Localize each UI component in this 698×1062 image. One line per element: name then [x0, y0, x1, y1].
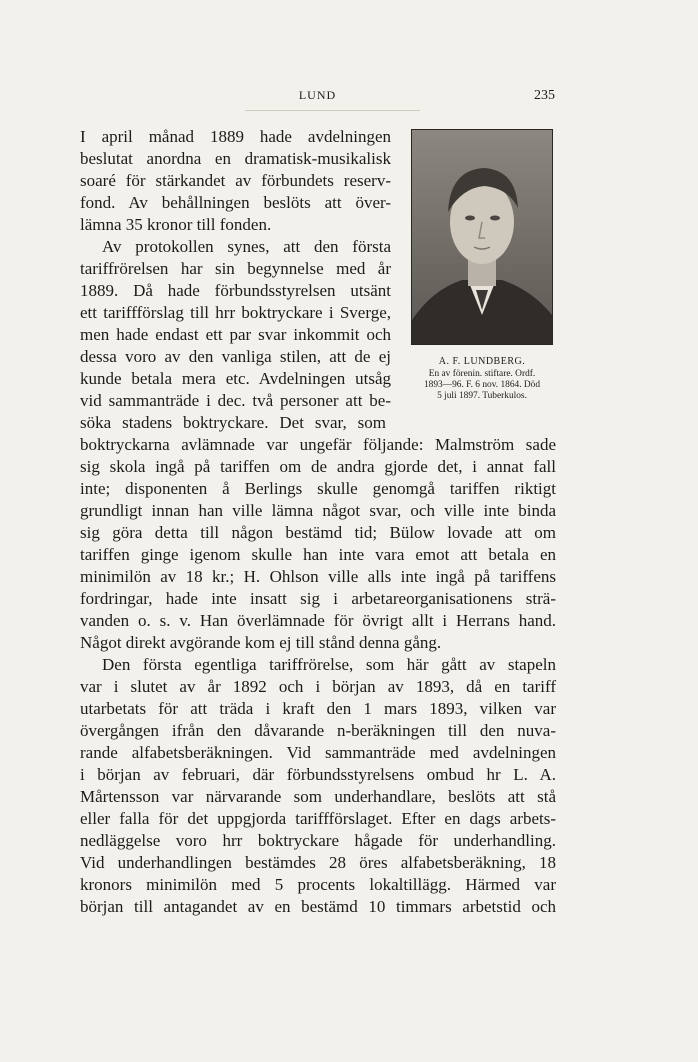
text-line: fond. Av behållningen beslöts att över- — [80, 193, 391, 212]
text-line: nedläggelse voro hrr boktryckare hågade för underhandling. — [80, 831, 556, 850]
text-line: inte; disponenten å Berlings skulle genomgå tariffen riktigt — [80, 479, 556, 498]
text-line: Mårtensson var närvarande som underhandlare, beslöts att stå — [80, 787, 556, 806]
text-line: i början av februari, där förbundsstyrelsens ombud hr L. A. — [80, 765, 556, 784]
text-line: grundligt innan han ville lämna något svar, och ville inte binda — [80, 501, 556, 520]
page-number: 235 — [534, 88, 555, 103]
text-line: beslutat anordna en dramatisk-musikalisk — [80, 149, 391, 168]
text-line: utarbetats för att träda i kraft den 1 mars 1893, vilken var — [80, 699, 556, 718]
text-line: minimilön av 18 kr.; H. Ohlson ville alls inte ingå på tariffens — [80, 567, 556, 586]
text-line: Av protokollen synes, att den första — [102, 237, 391, 256]
text-line: vanden o. s. v. Han överlämnade för övrigt allt i Herrans hand. — [80, 611, 556, 630]
text-line: eller falla för det uppgjorda tariffförslaget. Efter en dags arbets- — [80, 809, 556, 828]
text-line: 1889. Då hade förbundsstyrelsen utsänt — [80, 281, 391, 300]
text-line: ett tariffförslag till hrr boktryckare i Sverge, — [80, 303, 391, 322]
caption-line: 1893—96. F. 6 nov. 1864. Död — [423, 380, 541, 390]
text-line: sig skola ingå på tariffen om de andra gjorde det, i annat fall — [80, 457, 556, 476]
text-line: kunde betala mera etc. Avdelningen utsåg — [80, 369, 391, 388]
text-line: sig göra detta till någon bestämd tid; Bülow lovade att om — [80, 523, 556, 542]
text-line: lämna 35 kronor till fonden. — [80, 215, 272, 234]
caption-line: 5 juli 1897. Tuberkulos. — [437, 391, 527, 401]
text-line: boktryckarna avlämnade var ungefär följande: Malmström sade — [80, 435, 556, 454]
running-title: LUND — [298, 88, 337, 102]
text-line: dessa voro av den vanliga stilen, att de ej — [80, 347, 391, 366]
text-line: Något direkt avgörande kom ej till stånd denna gång. — [80, 633, 442, 652]
text-line: tariffen ginge igenom skulle han inte vara emot att betala en — [80, 545, 556, 564]
caption-line: En av förenin. stiftare. Ordf. — [428, 369, 536, 379]
text-line: övergången ifrån den dåvarande n-beräkningen till den nuva- — [80, 721, 556, 740]
text-line: fordringar, hade inte insatt sig i arbetareorganisationens strä- — [80, 589, 556, 608]
text-line: I april månad 1889 hade avdelningen — [80, 127, 391, 146]
header-rule — [245, 110, 420, 111]
text-line: söka stadens boktryckare. Det svar, som — [80, 413, 386, 432]
page-header — [80, 88, 555, 108]
text-line: soaré för stärkandet av förbundets reserv- — [80, 171, 391, 190]
caption-name: A. F. LUNDBERG. — [438, 356, 526, 367]
text-line: början till antagandet av en bestämd 10 timmars arbetstid och — [80, 897, 556, 916]
text-line: Den första egentliga tariffrörelse, som här gått av stapeln — [102, 655, 556, 674]
body-text — [80, 126, 556, 918]
text-line: men hade endast ett par svar inkommit och — [80, 325, 391, 344]
text-line: var i slutet av år 1892 och i början av 1893, då en tariff — [80, 677, 556, 696]
text-line: Vid underhandlingen bestämdes 28 öres alfabetsberäkning, 18 — [80, 853, 556, 872]
text-line: tariffrörelsen har sin begynnelse med år — [80, 259, 391, 278]
text-line: vid sammanträde i dec. två personer att be- — [80, 391, 391, 410]
text-line: rande alfabetsberäkningen. Vid sammanträde med avdelningen — [80, 743, 556, 762]
text-line: kronors minimilön med 5 procents lokaltillägg. Härmed var — [80, 875, 556, 894]
